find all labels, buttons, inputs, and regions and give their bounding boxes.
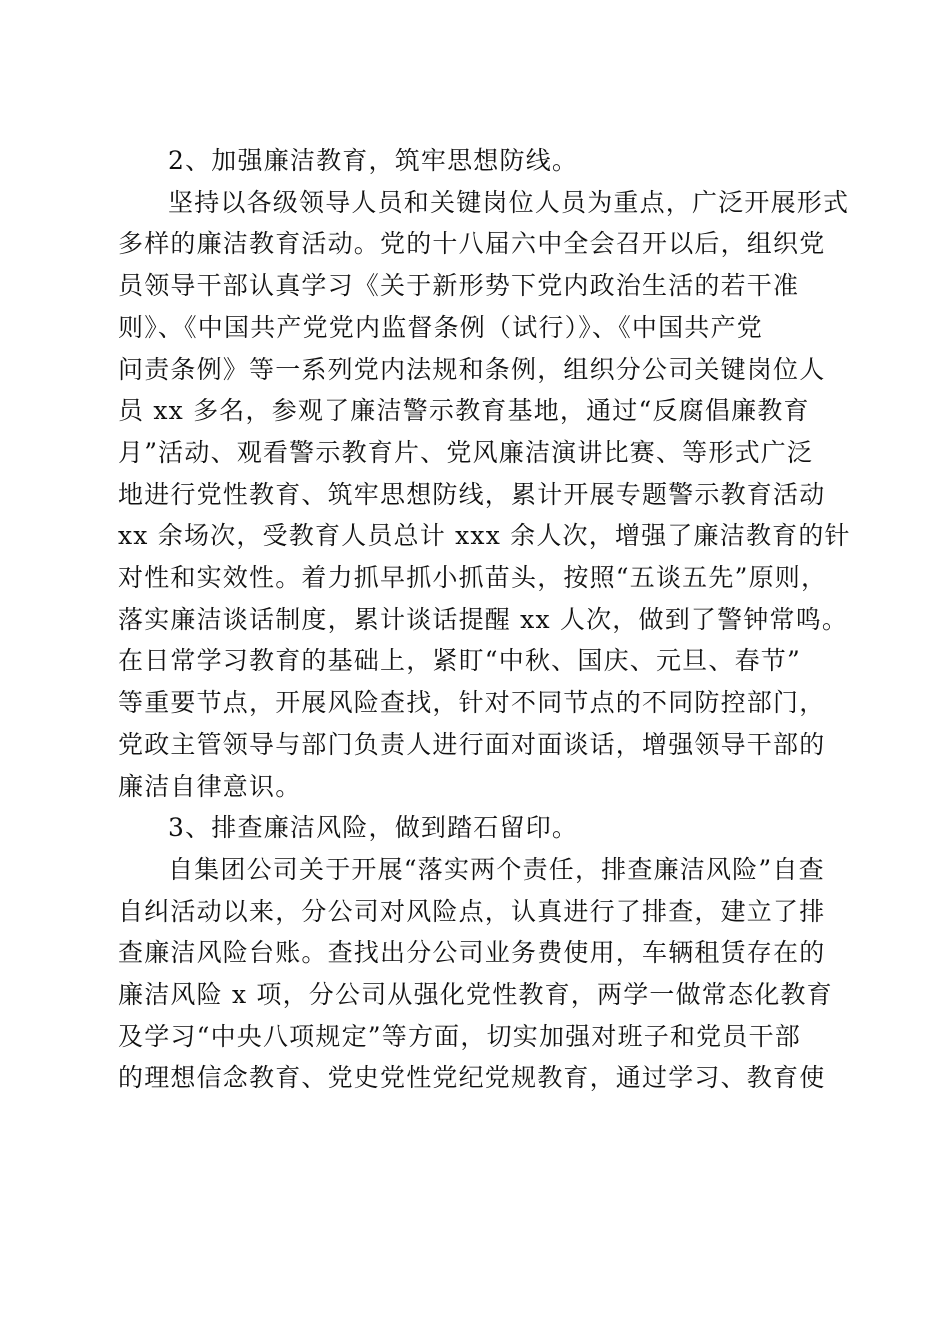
document-body <box>118 140 851 1099</box>
text-line: 的理想信念教育、党史党性党纪党规教育，通过学习、教育使 <box>118 1063 826 1093</box>
text-line: 在日常学习教育的基础上，紧盯“中秋、国庆、元旦、春节” <box>118 646 801 676</box>
text-line: 坚持以各级领导人员和关键岗位人员为重点，广泛开展形式 <box>168 187 850 217</box>
text-line: 对性和实效性。着力抓早抓小抓苗头，按照“五谈五先”原则， <box>118 563 828 593</box>
text-line: 自集团公司关于开展“落实两个责任，排查廉洁风险”自查 <box>168 854 825 884</box>
text-line: 2、加强廉洁教育，筑牢思想防线。 <box>168 146 579 175</box>
text-line: 及学习“中央八项规定”等方面，切实加强对班子和党员干部 <box>118 1021 801 1051</box>
heading-strengthen-education <box>118 140 834 182</box>
text-line: 查廉洁风险台账。查找出分公司业务费使用，车辆租赁存在的 <box>118 938 826 968</box>
text-line: 自纠活动以来，分公司对风险点，认真进行了排查，建立了排 <box>118 896 826 926</box>
text-line: 地进行党性教育、筑牢思想防线，累计开展专题警示教育活动 <box>118 479 826 509</box>
text-line: xx 余场次，受教育人员总计 xxx 余人次，增强了廉洁教育的针 <box>118 521 851 551</box>
heading-risk-inspection <box>118 807 834 849</box>
text-line: 等重要节点，开展风险查找，针对不同节点的不同防控部门， <box>118 688 826 718</box>
text-line: 则》、《中国共产党党内监督条例（试行）》、《中国共产党 <box>118 312 763 342</box>
text-line: 月”活动、观看警示教育片、党风廉洁演讲比赛、等形式广泛 <box>118 437 814 467</box>
text-line: 落实廉洁谈话制度，累计谈话提醒 xx 人次，做到了警钟常鸣。 <box>118 604 849 634</box>
text-line: 员领导干部认真学习《关于新形势下党内政治生活的若干准 <box>118 271 800 301</box>
text-line: 3、排查廉洁风险，做到踏石留印。 <box>168 813 579 843</box>
text-line: 廉洁自律意识。 <box>118 771 302 801</box>
text-line: 党政主管领导与部门负责人进行面对面谈话，增强领导干部的 <box>118 729 826 759</box>
text-line: 问责条例》等一系列党内法规和条例，组织分公司关键岗位人 <box>118 354 826 384</box>
text-line: 员 xx 多名，参观了廉洁警示教育基地，通过“反腐倡廉教育 <box>118 396 810 426</box>
paragraph-risk-inspection <box>118 849 834 1099</box>
text-line: 廉洁风险 x 项，分公司从强化党性教育，两学一做常态化教育 <box>118 980 833 1010</box>
paragraph-education-activities <box>118 182 851 808</box>
text-line: 多样的廉洁教育活动。党的十八届六中全会召开以后，组织党 <box>118 229 826 259</box>
